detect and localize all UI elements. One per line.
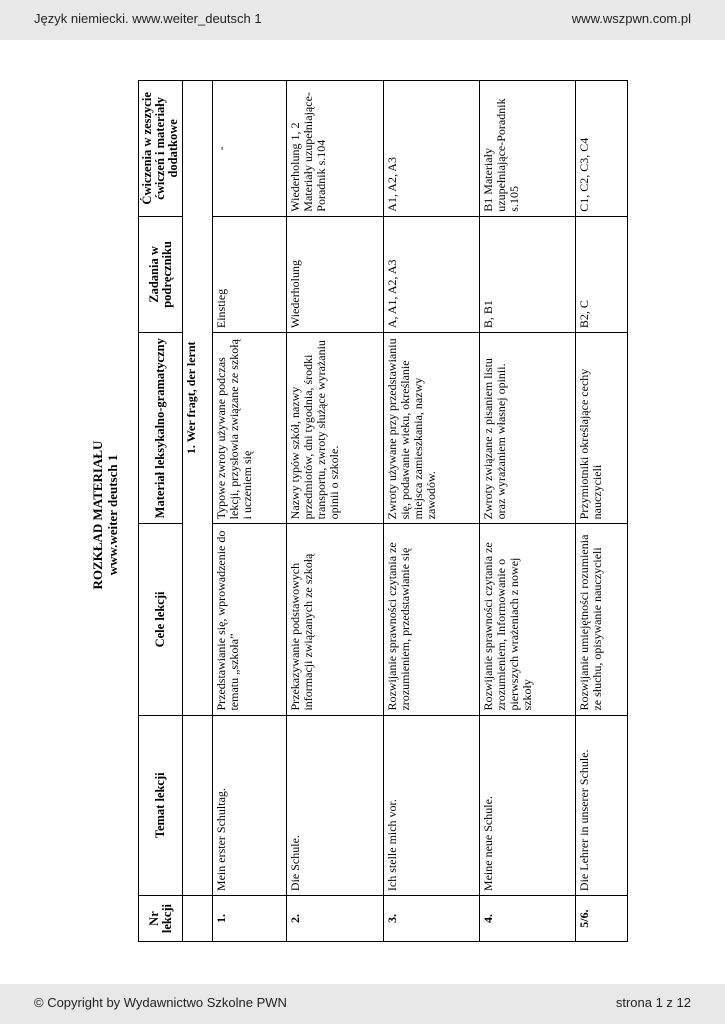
row-cele: Rozwijanie sprawności czytania ze zrozumieniem, przedstawianie się (383, 524, 479, 715)
row-material: Typowe zwroty używane podczas lekcji, przysłowia związane ze szkołą i uczeniem się (213, 333, 287, 524)
header-left-text: Język niemiecki. www.weiter_deutsch 1 (34, 11, 262, 26)
title-line-1: ROZKŁAD MATERIAŁU (90, 440, 105, 590)
row-material: Nazwy typów szkół, nazwy przedmiotów, dni tygodnia, środki transportu, zwroty służące wyrażaniu opinii o szkole. (287, 333, 383, 524)
row-cwiczenia: A1, A2, A3 (383, 81, 479, 217)
footer-right-text: strona 1 z 12 (615, 995, 691, 1010)
row-nr: 1. (213, 896, 287, 942)
section-title: 1. Wer fragt, der lernt (183, 81, 213, 716)
row-cwiczenia: B1 Materiały uzupełniające-Poradnik s.105 (479, 81, 575, 217)
row-nr: 2. (287, 896, 383, 942)
section-row (183, 81, 213, 942)
page-footer (0, 984, 725, 1024)
row-cele: Przekazywanie podstawowych informacji związanych ze szkołą (287, 524, 383, 715)
row-cele: Rozwijanie sprawności czytania ze zrozumieniem, Informowanie o pierwszych wrażeniach z nowej szkoły (479, 524, 575, 715)
column-header-nr: Nr lekcji (139, 896, 183, 942)
row-nr: 4. (479, 896, 575, 942)
document-page (90, 80, 630, 950)
row-cwiczenia: Wiederholung 1, 2 Materiały uzupełniające-Poradnik s.104 (287, 81, 383, 217)
column-header-cele: Cele lekcji (139, 524, 183, 715)
row-cwiczenia: C1, C2, C3, C4 (575, 81, 627, 217)
table-row (575, 81, 627, 942)
row-zadania: B2, C (575, 216, 627, 332)
table-row (287, 81, 383, 942)
column-header-temat: Temat lekcji (139, 715, 183, 896)
row-cele: Rozwijanie umiejętności rozumienia ze słuchu, opisywanie nauczycieli (575, 524, 627, 715)
row-cele: Przedstawianie się, wprowadzenie do tematu „szkoła” (213, 524, 287, 715)
row-material: Przymiotniki określające cechy nauczycieli (575, 333, 627, 524)
document-title (90, 80, 120, 950)
row-cwiczenia: - (213, 81, 287, 217)
row-temat: Meine neue Schule. (479, 715, 575, 896)
lesson-plan-table (138, 80, 628, 942)
row-zadania: Einstieg (213, 216, 287, 332)
row-material: Zwroty związane z pisaniem listu oraz wyrażaniem własnej opinii. (479, 333, 575, 524)
header-right-text: www.wszpwn.com.pl (571, 11, 691, 26)
column-header-zadania: Zadania w podręczniku (139, 216, 183, 332)
table-row (213, 81, 287, 942)
column-header-cwiczenia: Ćwiczenia w zeszycie ćwiczeń i materiały dodatkowe (139, 81, 183, 217)
row-zadania: B, B1 (479, 216, 575, 332)
row-temat: Die Lehrer in unserer Schule. (575, 715, 627, 896)
row-zadania: Wiederholung (287, 216, 383, 332)
table-header-row (139, 81, 183, 942)
rotated-content (90, 80, 630, 950)
row-zadania: A, A1, A2, A3 (383, 216, 479, 332)
row-nr: 5/6. (575, 896, 627, 942)
page-header (0, 0, 725, 40)
table-row (479, 81, 575, 942)
row-temat: Ich stelle mich vor. (383, 715, 479, 896)
table-row (383, 81, 479, 942)
row-material: Zwroty używane przy przedstawianiu się, podawanie wieku, określanie miejsca zamieszkania, nazwy zawodów. (383, 333, 479, 524)
row-nr: 3. (383, 896, 479, 942)
title-line-2: www.weiter deutsch 1 (105, 454, 120, 576)
row-temat: Mein erster Schultag. (213, 715, 287, 896)
column-header-material: Materiał leksykalno-gramatyczny (139, 333, 183, 524)
row-temat: Die Schule. (287, 715, 383, 896)
footer-left-text: © Copyright by Wydawnictwo Szkolne PWN (34, 995, 287, 1010)
